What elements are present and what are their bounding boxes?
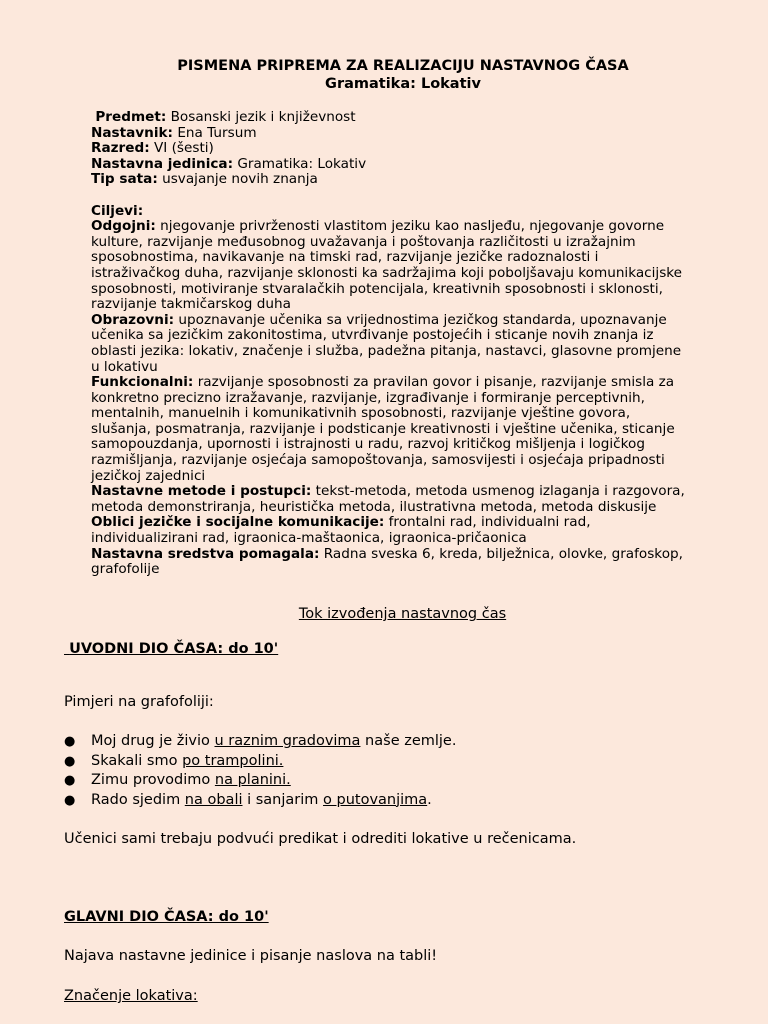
jedinica-label: Nastavna jedinica: (91, 155, 234, 172)
sredstva-section (91, 547, 721, 578)
odgojni-line: sposobnosti, motiviranje stvaralačkih potencijala, kreativnih sposobnosti i sklonosti, (91, 280, 663, 297)
uvodni-heading (64, 641, 278, 657)
tip-row (91, 172, 721, 188)
funkcionalni-line: slušanja, posmatranja, razvijanje i podsticanje kreativnosti i vještine učenika, sticanje (91, 420, 675, 437)
funkcionalni-section (91, 375, 721, 484)
sredstva-line: grafofolije (91, 561, 160, 578)
odgojni-section (91, 219, 721, 313)
bullet-icon: ● (64, 792, 76, 808)
odgojni-line: istraživačkog duha, razvijanje sklonosti ka sadržajima koji poboljšavaju komunikacijske (91, 264, 683, 281)
obrazovni-line: upoznavanje učenika sa vrijednostima jezičkog standarda, upoznavanje (178, 311, 667, 328)
funkcionalni-line: konkretno precizno izražavanje, razvijanje, izgrađivanje i formiranje perceptivnih, (91, 389, 645, 406)
odgojni-line: sposobnostima, navikavanje na timski rad, razvijanje jezičke radoznalosti i (91, 249, 599, 266)
bullet-icon: ● (64, 773, 76, 788)
nastavnik-row (91, 126, 721, 142)
underlined-lokativ: o putovanjima (323, 791, 428, 808)
sentence-text: Moj drug je živio (91, 733, 215, 749)
sredstva-line: Radna sveska 6, kreda, bilježnica, olovke, grafoskop, (323, 545, 683, 562)
primjeri-intro: Pimjeri na grafofoliji: (64, 694, 214, 710)
uvodni-heading-text: UVODNI DIO ČASA: do 10' (69, 641, 279, 657)
obrazovni-label: Obrazovni: (91, 311, 175, 328)
funkcionalni-label: Funkcionalni: (91, 374, 194, 391)
obrazovni-line: oblasti jezika: lokativ, značenje i služba, padežna pitanja, nastavci, glasovne promjene (91, 342, 682, 359)
metode-line: metoda demonstriranja, heuristička metoda, ilustrativna metoda, metoda diskusije (91, 498, 657, 515)
underlined-lokativ: na planini. (214, 772, 291, 788)
tip-value: usvajanje novih znanja (162, 171, 318, 188)
glavni-heading: GLAVNI DIO ČASA: do 10' (64, 909, 269, 925)
sentence-text: Skakali smo (91, 752, 183, 769)
list-item (64, 752, 456, 772)
funkcionalni-line: razvijanje sposobnosti za pravilan govor i pisanje, razvijanje smisla za (197, 374, 675, 391)
nastavnik-label: Nastavnik: (91, 124, 173, 141)
nastavnik-value: Ena Tursum (177, 124, 257, 141)
metode-line: tekst-metoda, metoda usmenog izlaganja i razgovora, (315, 483, 685, 500)
underlined-lokativ: po trampolini. (182, 752, 284, 769)
example-sentences-list (64, 732, 456, 810)
tok-heading (0, 606, 768, 622)
oblici-label: Oblici jezičke i socijalne komunikacije: (91, 514, 385, 531)
predmet-row (91, 110, 721, 126)
razred-row (91, 141, 721, 157)
obrazovni-line: u lokativu (91, 358, 158, 375)
znacenje-heading: Značenje lokativa: (64, 988, 198, 1004)
list-item (64, 732, 456, 752)
sentence-text: i sanjarim (242, 791, 324, 808)
odgojni-line: kulture, razvijanje međusobnog uvažavanja i poštovanja različitosti u izražajnim (91, 233, 636, 250)
underlined-lokativ: u raznim gradovima (214, 733, 361, 749)
funkcionalni-line: jezičkoj zajednici (91, 467, 206, 484)
predmet-value: Bosanski jezik i književnost (170, 109, 356, 125)
document-title: PISMENA PRIPREMA ZA REALIZACIJU NASTAVNOG ČASA (177, 58, 629, 74)
obrazovni-section (91, 313, 721, 375)
metode-section (91, 484, 721, 515)
sentence-text: Rado sjedim (91, 791, 185, 808)
lesson-header (91, 110, 721, 578)
oblici-section (91, 515, 721, 546)
funkcionalni-line: razmišljanja, razvijanje osjećaja samopoštovanja, samosvijesti i osjećaja pripadnosti (91, 452, 665, 469)
funkcionalni-line: samopouzdanja, upornosti i istrajnosti u radu, razvoj kritičkog mišljenja i logičkog (91, 436, 645, 453)
odgojni-label: Odgojni: (91, 218, 156, 235)
metode-label: Nastavne metode i postupci: (91, 483, 312, 500)
list-item (64, 771, 456, 791)
odgojni-line: njegovanje privrženosti vlastitom jeziku kao nasljeđu, njegovanje govorne (160, 218, 665, 235)
bullet-icon: ● (64, 734, 76, 749)
predmet-label: Predmet: (95, 109, 167, 125)
najava-text: Najava nastavne jedinice i pisanje naslova na tabli! (64, 948, 438, 964)
obrazovni-line: učenika sa jezičkim zakonitostima, utvrđivanje postojećih i sticanje novih znanja iz (91, 327, 654, 344)
underlined-lokativ: na obali (184, 791, 243, 808)
sentence-text: Zimu provodimo (91, 772, 215, 788)
document-subtitle: Gramatika: Lokativ (325, 76, 481, 92)
razred-label: Razred: (91, 140, 150, 157)
sredstva-label: Nastavna sredstva pomagala: (91, 545, 320, 562)
uvodni-instruction: Učenici sami trebaju podvući predikat i odrediti lokative u rečenicama. (64, 831, 577, 847)
ciljevi-heading-text: Ciljevi: (91, 202, 144, 219)
sentence-text: naše zemlje. (360, 733, 457, 749)
ciljevi-heading (91, 204, 721, 220)
oblici-line: individualizirani rad, igraonica-maštaonica, igraonica-pričaonica (91, 530, 527, 547)
razred-value: VI (šesti) (153, 140, 214, 157)
funkcionalni-line: mentalnih, manuelnih i komunikativnih sposobnosti, razvijanje vještine govora, (91, 405, 631, 422)
tok-heading-text: Tok izvođenja nastavnog čas (298, 606, 507, 622)
bullet-icon: ● (64, 753, 76, 769)
tip-label: Tip sata: (91, 171, 158, 188)
jedinica-row (91, 157, 721, 173)
list-item (64, 791, 456, 811)
oblici-line: frontalni rad, individualni rad, (388, 514, 591, 531)
jedinica-value: Gramatika: Lokativ (237, 155, 367, 172)
odgojni-line: razvijanje takmičarskog duha (91, 296, 291, 313)
sentence-text: . (427, 791, 432, 808)
